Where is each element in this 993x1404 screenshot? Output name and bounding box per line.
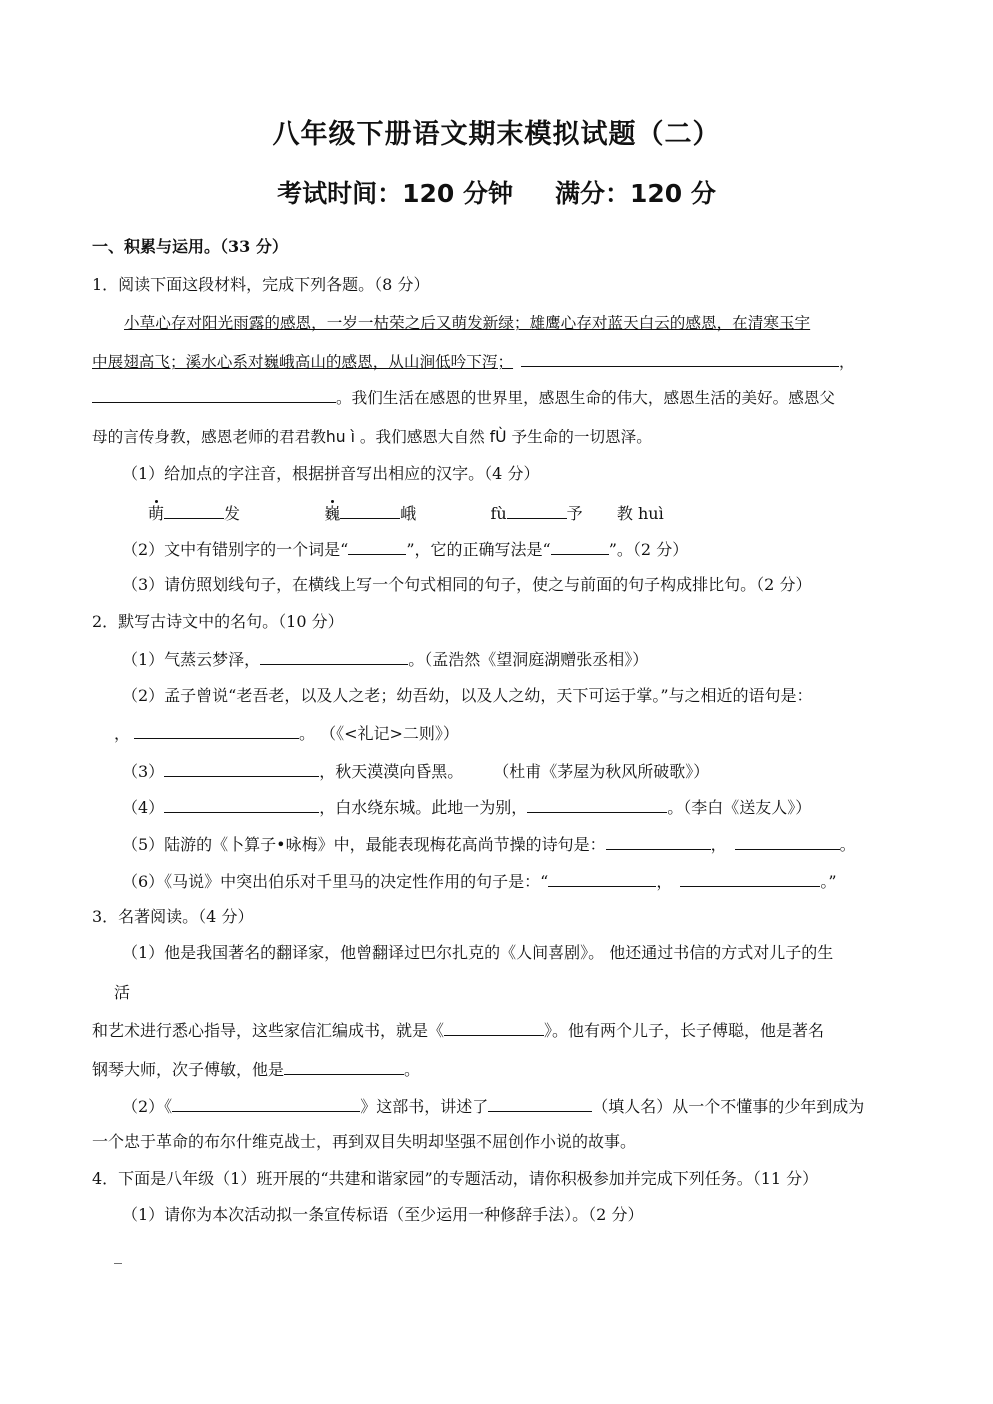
answer-blank[interactable] — [172, 1095, 360, 1112]
q1-sub2: （2）文中有错别字的一个词是“ ”，它的正确写法是“ ”。（2 分） — [122, 540, 689, 559]
answer-blank[interactable] — [548, 870, 656, 887]
answer-blank[interactable] — [164, 796, 319, 813]
answer-blank[interactable] — [348, 538, 406, 555]
answer-blank[interactable] — [507, 502, 567, 519]
answer-blank[interactable] — [606, 833, 711, 850]
q3-s1-line2: 活 — [114, 983, 131, 1002]
comma: ， — [839, 353, 855, 371]
q1-sub1-items — [148, 502, 664, 525]
answer-blank[interactable] — [92, 386, 336, 403]
q2-s3: （3） ，秋天漠漠向昏黑。 （杜甫《茅屋为秋风所破歌》） — [122, 762, 710, 781]
q2-s6: （6）《马说》中突出伯乐对千里马的决定性作用的句子是：“ ， 。” — [122, 872, 837, 891]
answer-blank[interactable] — [340, 502, 400, 519]
q1-sub3: （3）请仿照划线句子，在横线上写一个句式相同的句子，使之与前面的句子构成排比句。（2 分） — [122, 575, 812, 594]
char: 峨 — [400, 504, 417, 523]
q2-s4: （4） ，白水绕东城。此地一为别， 。（李白《送友人》） — [122, 798, 812, 817]
q2-s5: （5）陆游的《卜算子•咏梅》中，最能表现梅花高尚节操的诗句是： ， 。 — [122, 835, 856, 854]
q3-s2-line2: 一个忠于革命的布尔什维克战士，再到双目失明却坚强不屈创作小说的故事。 — [92, 1132, 637, 1151]
answer-blank[interactable] — [284, 1058, 404, 1075]
q2-s2: （2）孟子曾说“老吾老，以及人之老；幼吾幼，以及人之幼，天下可运于掌。”与之相近的语句是： — [122, 686, 813, 705]
q3-s2: （2）《 》这部书，讲述了 （填人名）从一个不懂事的少年到成为 — [122, 1097, 865, 1116]
q3-s1-line1: （1）他是我国著名的翻译家，他曾翻译过巴尔扎克的《人间喜剧》。 他还通过书信的方式对儿子的生 — [122, 943, 834, 962]
answer-blank[interactable] — [521, 350, 839, 367]
passage-text: 。我们生活在感恩的世界里，感恩生命的伟大，感恩生活的美好。感恩父 — [336, 389, 836, 407]
q3-stem: 3．名著阅读。（4 分） — [92, 907, 254, 926]
answer-blank[interactable] — [551, 538, 609, 555]
answer-blank[interactable] — [260, 648, 408, 665]
answer-blank[interactable] — [444, 1019, 544, 1036]
q4-stem: 4．下面是八年级（1）班开展的“共建和谐家园”的专题活动，请你积极参加并完成下列任务。（11 分） — [92, 1169, 819, 1188]
q2-stem: 2．默写古诗文中的名句。（10 分） — [92, 612, 344, 631]
q1-passage-line3 — [92, 386, 835, 409]
underlined-sentence: 中展翅高飞；溪水心系对巍峨高山的感恩，从山涧低吟下泻； — [92, 353, 514, 371]
q4-s1: （1）请你为本次活动拟一条宣传标语（至少运用一种修辞手法）。（2 分） — [122, 1205, 644, 1224]
answer-blank[interactable] — [488, 1095, 592, 1112]
dotted-char: 萌 — [148, 504, 165, 523]
page-title: 八年级下册语文期末模拟试题（二） — [272, 119, 721, 150]
section-heading: 一、积累与运用。（33 分） — [92, 237, 288, 256]
q1-passage-line4: 母的言传身教，感恩老师的君君教hu ì 。我们感恩大自然 fÙ 予生命的一切恩泽。 — [92, 428, 652, 446]
exam-time: 考试时间：120 分钟 — [277, 179, 513, 208]
char: 发 — [224, 504, 241, 523]
q2-s2-line2: ， 。 （《<礼记>二则》） — [114, 724, 459, 743]
q1-passage-line1: 小草心存对阳光雨露的感恩，一岁一枯荣之后又萌发新绿；雄鹰心存对蓝天白云的感恩，在清寒玉宇 — [124, 314, 811, 332]
exam-info — [0, 174, 993, 210]
pinyin: 教 huì — [616, 504, 664, 523]
dotted-char: 巍 — [324, 504, 341, 523]
answer-blank[interactable] — [527, 796, 667, 813]
pinyin: fù — [490, 504, 507, 523]
full-score: 满分：120 分 — [555, 179, 716, 208]
q3-s1-line4: 钢琴大师，次子傅敏，他是 。 — [92, 1060, 421, 1079]
q3-s1-line3: 和艺术进行悉心指导，这些家信汇编成书，就是《 》。他有两个儿子，长子傅聪，他是著名 — [92, 1021, 825, 1040]
answer-mark: _ — [114, 1245, 122, 1264]
answer-blank[interactable] — [134, 722, 299, 739]
char: 予 — [566, 504, 583, 523]
q1-sub1: （1）给加点的字注音，根据拼音写出相应的汉字。（4 分） — [122, 464, 540, 483]
q1-passage-line2 — [92, 350, 855, 373]
answer-blank[interactable] — [735, 833, 840, 850]
q1-stem: 1．阅读下面这段材料，完成下列各题。（8 分） — [92, 275, 430, 294]
answer-blank[interactable] — [164, 502, 224, 519]
answer-blank[interactable] — [680, 870, 820, 887]
answer-blank[interactable] — [164, 760, 319, 777]
q2-s1: （1）气蒸云梦泽， 。（孟浩然《望洞庭湖赠张丞相》） — [122, 650, 649, 669]
